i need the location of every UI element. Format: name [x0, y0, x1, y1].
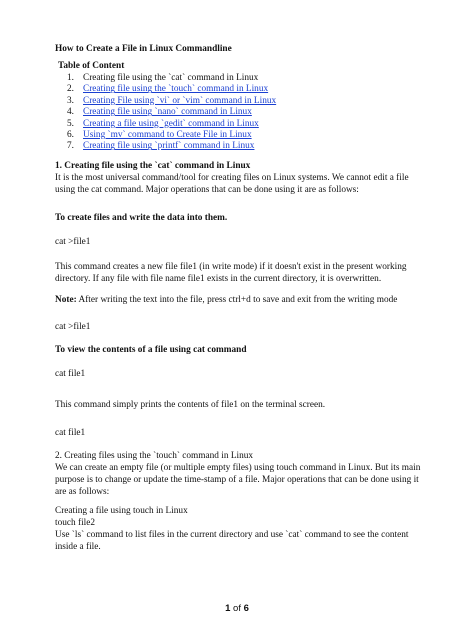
toc-item-number: 3.	[67, 95, 74, 106]
section1-intro: It is the most universal command/tool for creating files on Linux systems. We cannot edit a file using the cat command. Major operations that can be done using it are as follows:	[55, 173, 409, 195]
note-label: Note:	[55, 295, 77, 305]
toc-link[interactable]: Using `mv` command to Create File in Linux	[83, 130, 252, 141]
create-heading: To create files and write the data into them.	[55, 213, 228, 223]
toc-item[interactable]	[67, 130, 276, 141]
toc-link[interactable]: Creating file using `nano` command in Linux	[83, 107, 252, 118]
page-number	[0, 603, 474, 614]
page-current: 1	[225, 603, 231, 614]
toc-link[interactable]: Creating a file using `gedit` command in Linux	[83, 118, 259, 129]
command-description: This command creates a new file file1 (in write mode) if it doesn't exist in the present working directory. If any file with file name file1 exists in the current directory, it is overwritten.	[55, 262, 407, 284]
toc-heading: Table of Content	[58, 61, 125, 71]
toc-item[interactable]	[67, 84, 276, 95]
toc-link[interactable]: Creating File using `vi` or `vim` command in Linux	[83, 95, 277, 106]
command-text: cat file1	[55, 428, 86, 438]
page-of-label: of	[230, 603, 244, 614]
command-text: cat >file1	[55, 322, 91, 332]
note-paragraph	[55, 294, 427, 306]
toc-item-number: 4.	[67, 107, 74, 118]
section1-heading: 1. Creating file using the `cat` command in Linux	[55, 161, 251, 171]
command-text: touch file2	[55, 518, 96, 528]
body-text: Creating a file using touch in Linux	[55, 506, 188, 516]
command-text: cat >file1	[55, 237, 91, 247]
toc-item[interactable]	[67, 73, 276, 84]
toc-link[interactable]: Creating file using `printf` command in Linux	[83, 141, 255, 152]
body-text: Use `ls` command to list files in the current directory and use `cat` command to see the content inside a file.	[55, 530, 409, 552]
toc-item-number: 5.	[67, 118, 74, 129]
toc-item-number: 1.	[67, 73, 74, 83]
toc-item-label[interactable]: Creating file using the `cat` command in Linux	[83, 73, 259, 83]
section2-intro: We can create an empty file (or multiple empty files) using touch command in Linux. But its main purpose is to change or update the time-stamp of a file. Major operations that can be done using it are as follows:	[55, 463, 421, 497]
toc-item-number: 2.	[67, 84, 74, 95]
document-title: How to Create a File in Linux Commandline	[55, 44, 232, 54]
note-text: After writing the text into the file, press ctrl+d to save and exit from the writing mode	[76, 295, 398, 305]
command-text: cat file1	[55, 369, 86, 379]
toc-item-number: 6.	[67, 130, 74, 141]
command-description: This command simply prints the contents of file1 on the terminal screen.	[55, 400, 326, 410]
toc-item[interactable]	[67, 107, 276, 118]
section2-heading: 2. Creating files using the `touch` command in Linux	[55, 451, 254, 461]
toc-link[interactable]: Creating file using the `touch` command in Linux	[83, 84, 269, 95]
view-heading: To view the contents of a file using cat command	[55, 345, 247, 355]
table-of-contents	[67, 73, 276, 153]
toc-item[interactable]	[67, 141, 276, 152]
toc-item[interactable]	[67, 119, 276, 130]
toc-item-number: 7.	[67, 141, 74, 152]
page-total: 6	[243, 603, 249, 614]
toc-item[interactable]	[67, 96, 276, 107]
